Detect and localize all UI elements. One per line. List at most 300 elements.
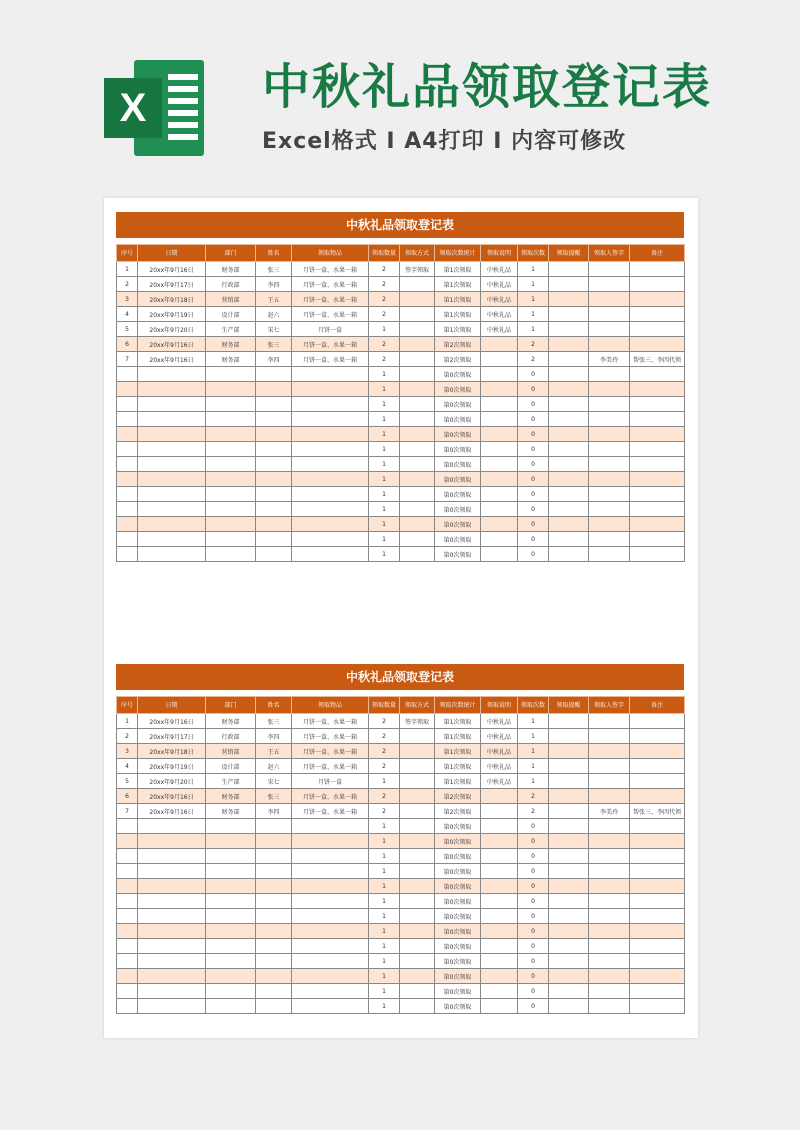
table-cell[interactable]: 2 (518, 352, 549, 367)
table-cell[interactable]: 1 (369, 472, 400, 487)
table-cell[interactable] (117, 819, 138, 834)
table-cell[interactable] (292, 427, 369, 442)
table-cell[interactable]: 0 (518, 924, 549, 939)
table-cell[interactable]: 1 (117, 714, 138, 729)
table-cell[interactable] (400, 819, 435, 834)
table-cell[interactable] (138, 924, 206, 939)
table-cell[interactable] (630, 532, 685, 547)
table-cell[interactable]: 4 (117, 759, 138, 774)
table-cell[interactable]: 20xx年9月16日 (138, 804, 206, 819)
table-cell[interactable] (400, 397, 435, 412)
table-cell[interactable]: 0 (518, 939, 549, 954)
table-cell[interactable] (138, 969, 206, 984)
table-cell[interactable]: 20xx年9月16日 (138, 714, 206, 729)
table-cell[interactable] (400, 547, 435, 562)
table-cell[interactable] (138, 849, 206, 864)
table-cell[interactable] (481, 954, 518, 969)
table-cell[interactable]: 张三 (256, 262, 292, 277)
table-cell[interactable]: 5 (117, 774, 138, 789)
table-cell[interactable] (256, 412, 292, 427)
table-cell[interactable] (589, 277, 630, 292)
table-cell[interactable] (589, 517, 630, 532)
table-cell[interactable]: 0 (518, 879, 549, 894)
table-cell[interactable] (400, 804, 435, 819)
table-cell[interactable]: 李四 (256, 729, 292, 744)
table-cell[interactable]: 李四 (256, 277, 292, 292)
table-cell[interactable]: 宋七 (256, 322, 292, 337)
table-cell[interactable] (630, 924, 685, 939)
table-cell[interactable]: 2 (117, 277, 138, 292)
table-cell[interactable]: 第1次领取 (435, 729, 481, 744)
table-cell[interactable] (256, 442, 292, 457)
table-cell[interactable] (589, 879, 630, 894)
table-cell[interactable] (292, 517, 369, 532)
table-cell[interactable] (589, 939, 630, 954)
table-cell[interactable] (549, 984, 589, 999)
table-cell[interactable] (206, 939, 256, 954)
table-cell[interactable] (549, 322, 589, 337)
table-cell[interactable]: 2 (369, 744, 400, 759)
table-cell[interactable]: 1 (369, 457, 400, 472)
table-cell[interactable] (589, 789, 630, 804)
table-cell[interactable] (630, 292, 685, 307)
table-cell[interactable]: 财务部 (206, 714, 256, 729)
table-cell[interactable] (549, 412, 589, 427)
table-cell[interactable] (589, 714, 630, 729)
table-cell[interactable] (549, 427, 589, 442)
table-cell[interactable] (138, 502, 206, 517)
table-cell[interactable] (117, 909, 138, 924)
table-cell[interactable] (549, 744, 589, 759)
table-cell[interactable]: 0 (518, 367, 549, 382)
table-cell[interactable] (630, 714, 685, 729)
table-cell[interactable] (256, 427, 292, 442)
table-cell[interactable]: 0 (518, 487, 549, 502)
table-cell[interactable] (400, 442, 435, 457)
table-cell[interactable] (589, 427, 630, 442)
table-cell[interactable]: 2 (369, 729, 400, 744)
table-cell[interactable]: 财务部 (206, 337, 256, 352)
table-cell[interactable] (589, 487, 630, 502)
table-cell[interactable] (206, 999, 256, 1014)
table-cell[interactable] (256, 924, 292, 939)
table-cell[interactable] (481, 834, 518, 849)
table-cell[interactable] (400, 487, 435, 502)
table-cell[interactable]: 1 (369, 924, 400, 939)
table-cell[interactable] (549, 337, 589, 352)
table-cell[interactable]: 1 (518, 759, 549, 774)
table-cell[interactable] (630, 517, 685, 532)
table-cell[interactable]: 第0次领取 (435, 532, 481, 547)
table-cell[interactable]: 2 (369, 789, 400, 804)
table-cell[interactable]: 7 (117, 804, 138, 819)
table-cell[interactable] (549, 729, 589, 744)
table-cell[interactable]: 1 (518, 744, 549, 759)
table-cell[interactable]: 1 (518, 714, 549, 729)
table-cell[interactable]: 财务部 (206, 789, 256, 804)
table-cell[interactable] (206, 894, 256, 909)
table-cell[interactable] (400, 729, 435, 744)
table-cell[interactable] (138, 472, 206, 487)
table-cell[interactable] (117, 397, 138, 412)
table-cell[interactable]: 中秋礼品 (481, 277, 518, 292)
table-cell[interactable] (138, 547, 206, 562)
table-cell[interactable] (292, 864, 369, 879)
table-cell[interactable]: 王五 (256, 292, 292, 307)
table-cell[interactable]: 第0次领取 (435, 472, 481, 487)
table-cell[interactable] (481, 984, 518, 999)
table-cell[interactable] (206, 367, 256, 382)
table-cell[interactable]: 0 (518, 427, 549, 442)
table-cell[interactable] (117, 999, 138, 1014)
table-cell[interactable] (549, 487, 589, 502)
table-cell[interactable] (400, 457, 435, 472)
table-cell[interactable]: 第0次领取 (435, 442, 481, 457)
table-cell[interactable]: 2 (369, 307, 400, 322)
table-cell[interactable]: 0 (518, 397, 549, 412)
table-cell[interactable]: 中秋礼品 (481, 322, 518, 337)
table-cell[interactable] (549, 367, 589, 382)
table-cell[interactable] (117, 969, 138, 984)
table-cell[interactable] (549, 397, 589, 412)
table-cell[interactable] (117, 412, 138, 427)
table-cell[interactable]: 1 (369, 367, 400, 382)
table-cell[interactable] (256, 472, 292, 487)
table-cell[interactable] (292, 532, 369, 547)
table-cell[interactable]: 月饼一盒、水果一箱 (292, 759, 369, 774)
table-cell[interactable] (206, 924, 256, 939)
table-cell[interactable] (549, 382, 589, 397)
table-cell[interactable]: 第1次领取 (435, 714, 481, 729)
table-cell[interactable] (589, 909, 630, 924)
table-cell[interactable] (138, 954, 206, 969)
table-cell[interactable] (630, 789, 685, 804)
table-cell[interactable]: 20xx年9月16日 (138, 337, 206, 352)
table-cell[interactable] (117, 442, 138, 457)
table-cell[interactable] (549, 532, 589, 547)
table-cell[interactable] (292, 879, 369, 894)
table-cell[interactable] (549, 789, 589, 804)
table-cell[interactable]: 1 (369, 774, 400, 789)
table-cell[interactable] (630, 984, 685, 999)
table-cell[interactable]: 1 (518, 774, 549, 789)
table-cell[interactable] (138, 894, 206, 909)
table-cell[interactable]: 中秋礼品 (481, 729, 518, 744)
table-cell[interactable]: 月饼一盒、水果一箱 (292, 714, 369, 729)
table-cell[interactable]: 6 (117, 789, 138, 804)
table-cell[interactable]: 2 (369, 352, 400, 367)
table-cell[interactable]: 第1次领取 (435, 292, 481, 307)
table-cell[interactable] (400, 894, 435, 909)
table-cell[interactable]: 2 (369, 277, 400, 292)
table-cell[interactable] (138, 834, 206, 849)
table-cell[interactable]: 0 (518, 502, 549, 517)
table-cell[interactable]: 20xx年9月19日 (138, 759, 206, 774)
table-cell[interactable] (138, 984, 206, 999)
table-cell[interactable] (117, 547, 138, 562)
table-cell[interactable] (549, 969, 589, 984)
table-cell[interactable] (481, 337, 518, 352)
table-cell[interactable] (117, 849, 138, 864)
table-cell[interactable] (256, 457, 292, 472)
table-cell[interactable] (400, 789, 435, 804)
table-cell[interactable]: 1 (518, 277, 549, 292)
table-cell[interactable] (400, 472, 435, 487)
table-cell[interactable]: 签字领取 (400, 714, 435, 729)
table-cell[interactable]: 0 (518, 442, 549, 457)
table-cell[interactable] (589, 759, 630, 774)
table-cell[interactable] (138, 412, 206, 427)
table-cell[interactable] (400, 277, 435, 292)
table-cell[interactable]: 1 (369, 849, 400, 864)
table-cell[interactable] (630, 307, 685, 322)
table-cell[interactable] (630, 472, 685, 487)
table-cell[interactable] (256, 909, 292, 924)
table-cell[interactable] (206, 502, 256, 517)
table-cell[interactable]: 第0次领取 (435, 502, 481, 517)
table-cell[interactable] (117, 984, 138, 999)
table-cell[interactable] (549, 547, 589, 562)
table-cell[interactable]: 0 (518, 864, 549, 879)
table-cell[interactable]: 第0次领取 (435, 487, 481, 502)
table-cell[interactable] (481, 517, 518, 532)
table-cell[interactable] (481, 819, 518, 834)
table-cell[interactable] (138, 939, 206, 954)
table-cell[interactable] (206, 879, 256, 894)
table-cell[interactable] (256, 547, 292, 562)
table-cell[interactable] (589, 894, 630, 909)
table-cell[interactable] (292, 894, 369, 909)
table-cell[interactable] (400, 924, 435, 939)
table-cell[interactable] (138, 517, 206, 532)
table-cell[interactable] (292, 412, 369, 427)
table-cell[interactable] (292, 939, 369, 954)
table-cell[interactable] (400, 412, 435, 427)
table-cell[interactable] (549, 924, 589, 939)
table-cell[interactable]: 0 (518, 849, 549, 864)
table-cell[interactable] (630, 819, 685, 834)
table-cell[interactable] (400, 759, 435, 774)
table-cell[interactable] (400, 337, 435, 352)
table-cell[interactable]: 0 (518, 954, 549, 969)
table-cell[interactable]: 20xx年9月17日 (138, 277, 206, 292)
table-cell[interactable] (206, 532, 256, 547)
table-cell[interactable] (256, 502, 292, 517)
table-cell[interactable] (630, 894, 685, 909)
table-cell[interactable] (206, 412, 256, 427)
table-cell[interactable] (206, 472, 256, 487)
table-cell[interactable] (206, 984, 256, 999)
table-cell[interactable]: 2 (518, 804, 549, 819)
table-cell[interactable] (589, 819, 630, 834)
table-cell[interactable] (292, 502, 369, 517)
table-cell[interactable]: 第1次领取 (435, 307, 481, 322)
table-cell[interactable]: 第1次领取 (435, 774, 481, 789)
table-cell[interactable] (138, 864, 206, 879)
table-cell[interactable]: 3 (117, 292, 138, 307)
table-cell[interactable]: 第0次领取 (435, 999, 481, 1014)
table-cell[interactable] (117, 894, 138, 909)
table-cell[interactable]: 第0次领取 (435, 954, 481, 969)
table-cell[interactable]: 1 (369, 954, 400, 969)
table-cell[interactable]: 第2次领取 (435, 337, 481, 352)
table-cell[interactable]: 第0次领取 (435, 909, 481, 924)
table-cell[interactable]: 帮张三、李四代领 (630, 352, 685, 367)
table-cell[interactable] (117, 939, 138, 954)
table-cell[interactable]: 1 (518, 322, 549, 337)
table-cell[interactable] (256, 367, 292, 382)
table-cell[interactable]: 第1次领取 (435, 759, 481, 774)
table-cell[interactable]: 第2次领取 (435, 352, 481, 367)
table-cell[interactable]: 1 (369, 412, 400, 427)
table-cell[interactable] (206, 864, 256, 879)
table-cell[interactable]: 张三 (256, 337, 292, 352)
table-cell[interactable]: 生产部 (206, 774, 256, 789)
table-cell[interactable]: 第0次领取 (435, 427, 481, 442)
table-cell[interactable] (400, 834, 435, 849)
table-cell[interactable] (549, 352, 589, 367)
table-cell[interactable] (549, 819, 589, 834)
table-cell[interactable]: 1 (369, 442, 400, 457)
table-cell[interactable] (549, 894, 589, 909)
table-cell[interactable]: 1 (518, 729, 549, 744)
table-cell[interactable]: 5 (117, 322, 138, 337)
table-cell[interactable]: 1 (369, 517, 400, 532)
table-cell[interactable] (630, 834, 685, 849)
table-cell[interactable] (630, 322, 685, 337)
table-cell[interactable] (481, 864, 518, 879)
table-cell[interactable]: 20xx年9月20日 (138, 322, 206, 337)
table-cell[interactable]: 1 (369, 487, 400, 502)
table-cell[interactable] (589, 337, 630, 352)
table-cell[interactable] (117, 924, 138, 939)
table-cell[interactable] (138, 397, 206, 412)
table-cell[interactable]: 0 (518, 969, 549, 984)
table-cell[interactable]: 0 (518, 382, 549, 397)
table-cell[interactable] (630, 864, 685, 879)
table-cell[interactable] (549, 457, 589, 472)
table-cell[interactable] (549, 774, 589, 789)
table-cell[interactable]: 2 (117, 729, 138, 744)
table-cell[interactable] (481, 352, 518, 367)
table-cell[interactable] (256, 849, 292, 864)
table-cell[interactable]: 中秋礼品 (481, 262, 518, 277)
table-cell[interactable] (292, 442, 369, 457)
table-cell[interactable] (630, 774, 685, 789)
table-cell[interactable]: 中秋礼品 (481, 759, 518, 774)
table-cell[interactable] (630, 262, 685, 277)
table-cell[interactable]: 第1次领取 (435, 277, 481, 292)
table-cell[interactable]: 0 (518, 909, 549, 924)
table-cell[interactable]: 1 (369, 834, 400, 849)
table-cell[interactable]: 1 (369, 532, 400, 547)
table-cell[interactable]: 张三 (256, 789, 292, 804)
table-cell[interactable] (630, 547, 685, 562)
table-cell[interactable] (630, 729, 685, 744)
table-cell[interactable]: 第1次领取 (435, 322, 481, 337)
table-cell[interactable]: 第0次领取 (435, 984, 481, 999)
table-cell[interactable] (117, 457, 138, 472)
table-cell[interactable] (481, 789, 518, 804)
table-cell[interactable]: 3 (117, 744, 138, 759)
table-cell[interactable] (589, 322, 630, 337)
table-cell[interactable]: 2 (369, 292, 400, 307)
table-cell[interactable] (549, 472, 589, 487)
table-cell[interactable] (292, 999, 369, 1014)
table-cell[interactable] (292, 547, 369, 562)
table-cell[interactable]: 4 (117, 307, 138, 322)
table-cell[interactable]: 第0次领取 (435, 849, 481, 864)
table-cell[interactable] (117, 472, 138, 487)
table-cell[interactable] (117, 834, 138, 849)
table-cell[interactable]: 中秋礼品 (481, 774, 518, 789)
table-cell[interactable] (589, 307, 630, 322)
table-cell[interactable]: 第0次领取 (435, 547, 481, 562)
table-cell[interactable] (400, 774, 435, 789)
table-cell[interactable]: 1 (369, 984, 400, 999)
table-cell[interactable] (256, 397, 292, 412)
table-cell[interactable] (481, 547, 518, 562)
table-cell[interactable]: 行政部 (206, 729, 256, 744)
table-cell[interactable] (481, 909, 518, 924)
table-cell[interactable] (206, 397, 256, 412)
table-cell[interactable] (549, 442, 589, 457)
table-cell[interactable]: 20xx年9月18日 (138, 744, 206, 759)
table-cell[interactable] (589, 502, 630, 517)
table-cell[interactable]: 1 (369, 502, 400, 517)
table-cell[interactable] (630, 502, 685, 517)
table-cell[interactable]: 20xx年9月16日 (138, 789, 206, 804)
table-cell[interactable] (292, 367, 369, 382)
table-cell[interactable] (117, 382, 138, 397)
table-cell[interactable] (481, 804, 518, 819)
table-cell[interactable] (630, 849, 685, 864)
table-cell[interactable] (206, 909, 256, 924)
table-cell[interactable] (589, 984, 630, 999)
table-cell[interactable] (256, 939, 292, 954)
table-cell[interactable]: 1 (369, 322, 400, 337)
table-cell[interactable] (292, 984, 369, 999)
table-cell[interactable] (292, 457, 369, 472)
table-cell[interactable] (292, 924, 369, 939)
table-cell[interactable] (400, 999, 435, 1014)
table-cell[interactable] (400, 969, 435, 984)
table-cell[interactable] (589, 834, 630, 849)
table-cell[interactable] (481, 427, 518, 442)
table-cell[interactable]: 月饼一盒、水果一箱 (292, 307, 369, 322)
table-cell[interactable] (400, 427, 435, 442)
table-cell[interactable]: 0 (518, 999, 549, 1014)
table-cell[interactable] (589, 472, 630, 487)
table-cell[interactable]: 1 (369, 939, 400, 954)
table-cell[interactable] (206, 442, 256, 457)
table-cell[interactable] (549, 307, 589, 322)
table-cell[interactable]: 0 (518, 984, 549, 999)
table-cell[interactable] (589, 864, 630, 879)
table-cell[interactable] (138, 909, 206, 924)
table-cell[interactable]: 第1次领取 (435, 262, 481, 277)
table-cell[interactable] (138, 382, 206, 397)
table-cell[interactable]: 中秋礼品 (481, 292, 518, 307)
table-cell[interactable] (292, 909, 369, 924)
table-cell[interactable] (549, 939, 589, 954)
table-cell[interactable] (400, 744, 435, 759)
table-cell[interactable] (589, 547, 630, 562)
table-cell[interactable] (292, 397, 369, 412)
table-cell[interactable]: 第2次领取 (435, 789, 481, 804)
table-cell[interactable]: 月饼一盒、水果一箱 (292, 789, 369, 804)
table-cell[interactable]: 签字领取 (400, 262, 435, 277)
